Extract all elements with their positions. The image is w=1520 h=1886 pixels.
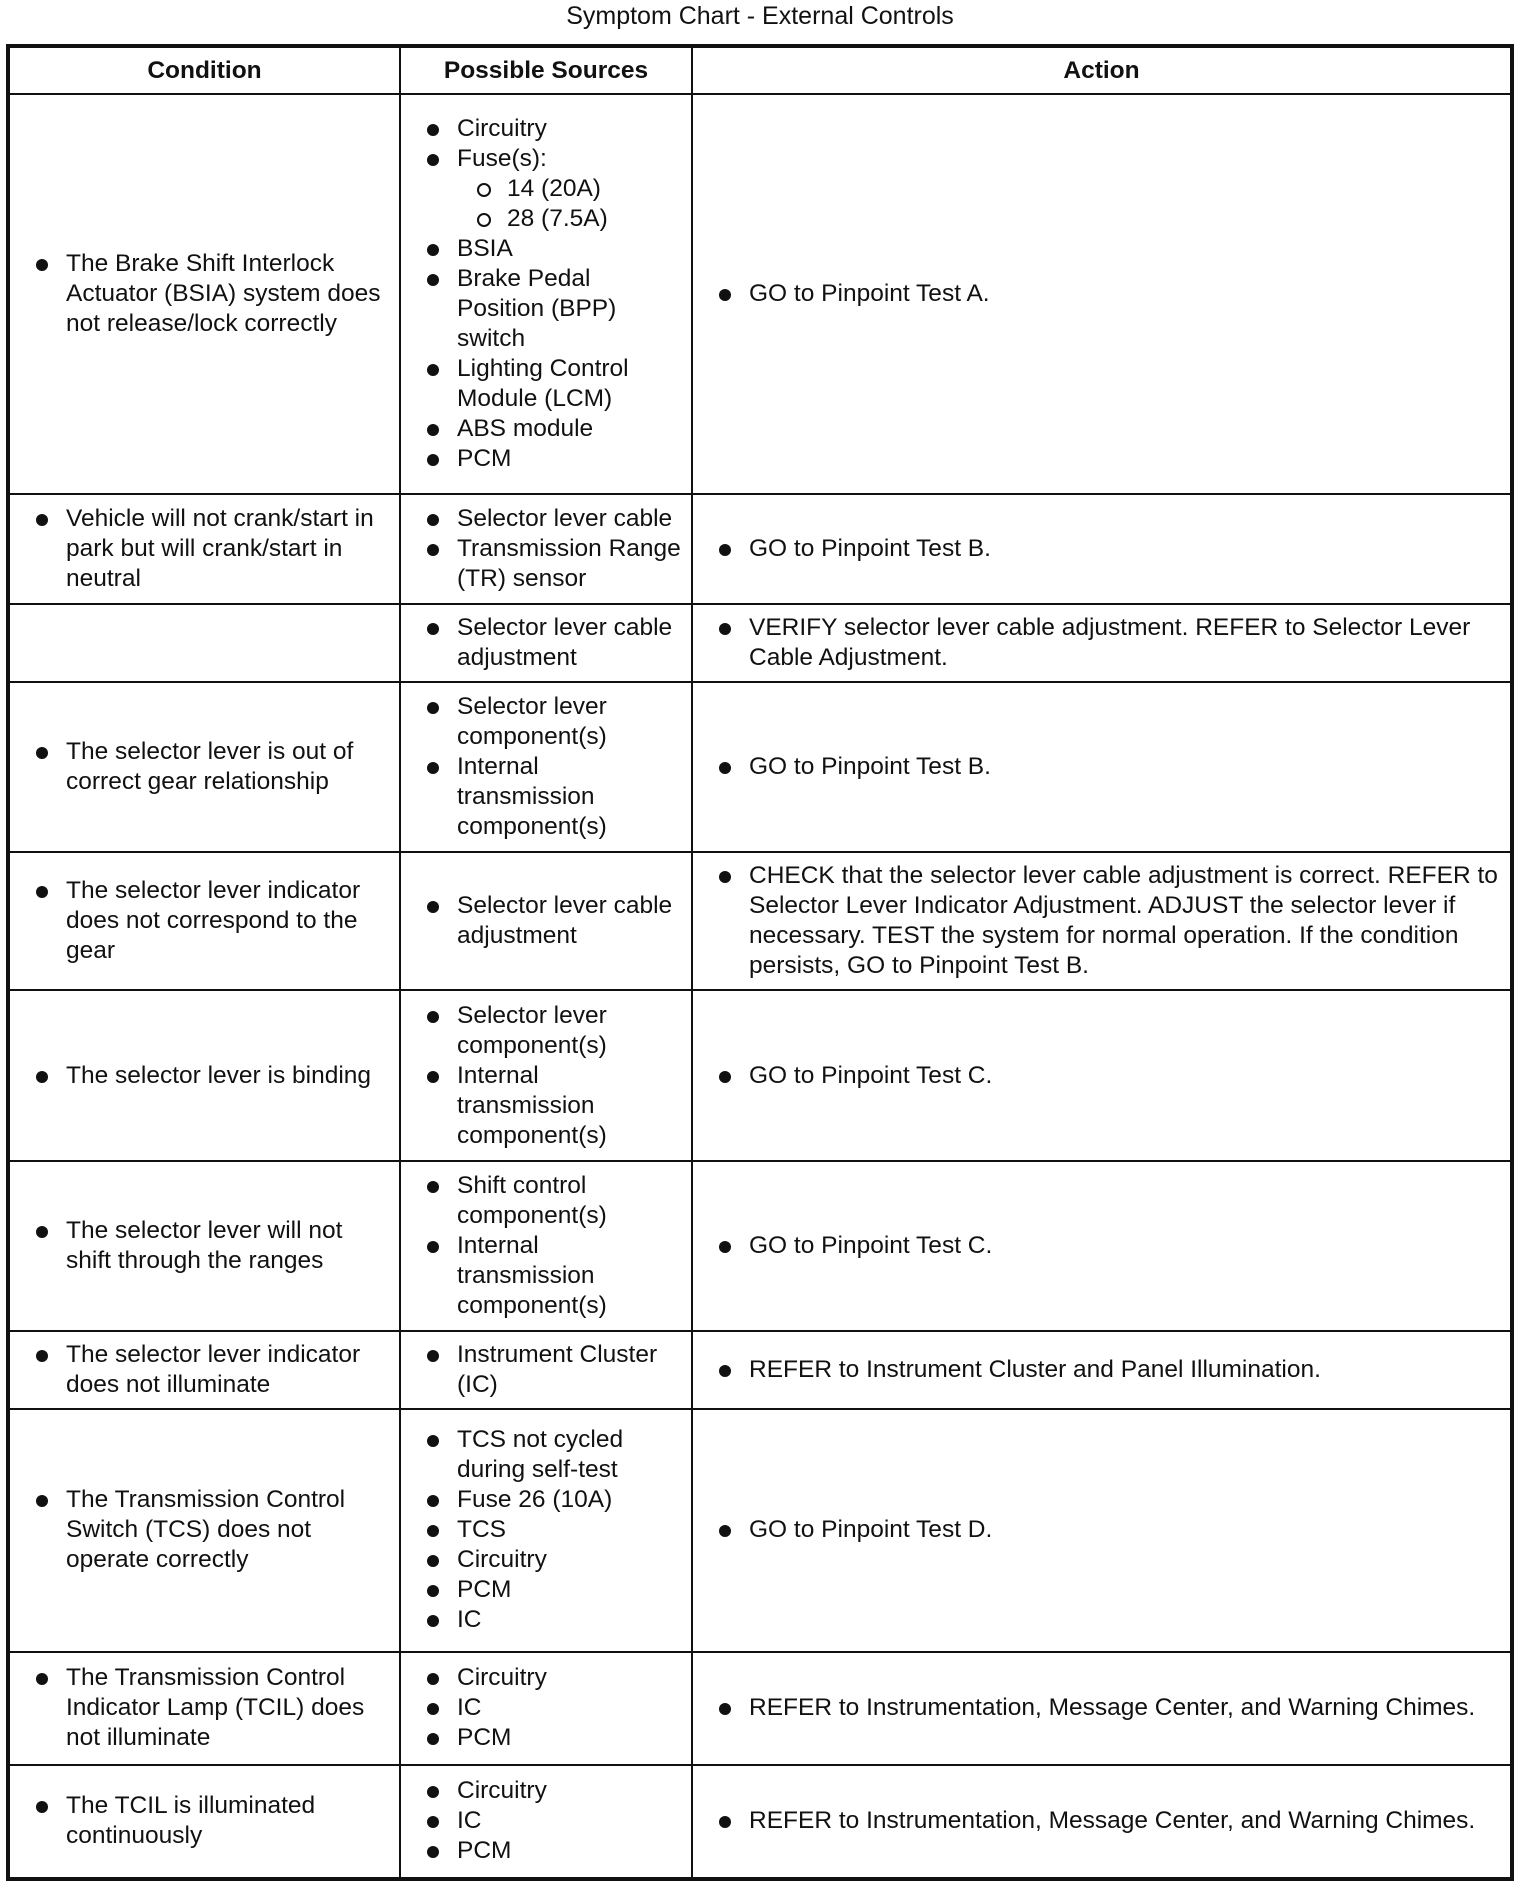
source-item bbox=[427, 234, 681, 264]
source-text: Circuitry bbox=[457, 115, 547, 143]
source-text: Selector lever cable adjustment bbox=[457, 892, 673, 950]
possible-sources-cell bbox=[400, 94, 692, 494]
action-list bbox=[719, 279, 1500, 309]
action-text: VERIFY selector lever cable adjustment. REFER to Selector Lever Cable Adjustment. bbox=[719, 613, 1500, 673]
source-text: Internal transmission component(s) bbox=[457, 1231, 607, 1319]
action-text: REFER to Instrumentation, Message Center, and Warning Chimes. bbox=[719, 1693, 1500, 1723]
possible-sources-cell bbox=[400, 604, 692, 682]
source-item bbox=[427, 1776, 681, 1806]
table-row bbox=[8, 682, 1512, 852]
sources-list bbox=[427, 504, 681, 594]
table-row bbox=[8, 494, 1512, 604]
condition-list bbox=[36, 1340, 389, 1400]
condition-cell bbox=[8, 1161, 400, 1331]
condition-text: Vehicle will not crank/start in park but will crank/start in neutral bbox=[36, 504, 389, 594]
source-item bbox=[427, 1663, 681, 1693]
table-row bbox=[8, 1765, 1512, 1879]
source-text: TCS not cycled during self-test bbox=[457, 1426, 624, 1484]
action-list bbox=[719, 534, 1500, 564]
source-text: Internal transmission component(s) bbox=[457, 1061, 607, 1149]
action-cell bbox=[692, 682, 1512, 852]
source-text: BSIA bbox=[457, 235, 513, 263]
source-text: Circuitry bbox=[457, 1664, 547, 1692]
sources-list bbox=[427, 1425, 681, 1635]
source-item bbox=[427, 1605, 681, 1635]
action-list bbox=[719, 1693, 1500, 1723]
source-text: PCM bbox=[457, 445, 512, 473]
condition-text: The selector lever will not shift through the ranges bbox=[36, 1216, 389, 1276]
condition-text: The Brake Shift Interlock Actuator (BSIA) system does not release/lock correctly bbox=[36, 249, 389, 339]
condition-text: The selector lever indicator does not correspond to the gear bbox=[36, 876, 389, 966]
source-text: Shift control component(s) bbox=[457, 1171, 607, 1229]
condition-cell bbox=[8, 494, 400, 604]
action-list bbox=[719, 1355, 1500, 1385]
sources-list bbox=[427, 613, 681, 673]
possible-sources-cell bbox=[400, 494, 692, 604]
action-text: GO to Pinpoint Test A. bbox=[719, 279, 1500, 309]
source-item bbox=[427, 1171, 681, 1231]
condition-text: The selector lever indicator does not illuminate bbox=[36, 1340, 389, 1400]
source-item bbox=[427, 444, 681, 474]
action-text: GO to Pinpoint Test B. bbox=[719, 752, 1500, 782]
action-cell bbox=[692, 604, 1512, 682]
possible-sources-cell bbox=[400, 852, 692, 990]
condition-cell bbox=[8, 852, 400, 990]
header-action: Action bbox=[692, 46, 1512, 94]
possible-sources-cell bbox=[400, 1409, 692, 1652]
table-header-row bbox=[8, 46, 1512, 94]
source-item bbox=[427, 1806, 681, 1836]
possible-sources-cell bbox=[400, 1765, 692, 1879]
condition-cell bbox=[8, 604, 400, 682]
action-list bbox=[719, 613, 1500, 673]
table-row bbox=[8, 1409, 1512, 1652]
action-text: GO to Pinpoint Test C. bbox=[719, 1231, 1500, 1261]
sources-list bbox=[427, 891, 681, 951]
action-list bbox=[719, 1806, 1500, 1836]
possible-sources-cell bbox=[400, 1161, 692, 1331]
action-text: REFER to Instrument Cluster and Panel Illumination. bbox=[719, 1355, 1500, 1385]
table-row bbox=[8, 1161, 1512, 1331]
condition-text: The Transmission Control Indicator Lamp (TCIL) does not illuminate bbox=[36, 1663, 389, 1753]
condition-cell bbox=[8, 94, 400, 494]
source-text: IC bbox=[457, 1807, 482, 1835]
sources-list bbox=[427, 1171, 681, 1321]
source-text: PCM bbox=[457, 1576, 512, 1604]
condition-cell bbox=[8, 1765, 400, 1879]
action-cell bbox=[692, 94, 1512, 494]
action-cell bbox=[692, 1652, 1512, 1765]
possible-sources-cell bbox=[400, 990, 692, 1160]
action-cell bbox=[692, 1765, 1512, 1879]
source-text: PCM bbox=[457, 1837, 512, 1865]
table-body bbox=[8, 94, 1512, 1879]
condition-list bbox=[36, 1061, 389, 1091]
condition-list bbox=[36, 1216, 389, 1276]
sources-list bbox=[427, 1340, 681, 1400]
condition-cell bbox=[8, 682, 400, 852]
action-cell bbox=[692, 1409, 1512, 1652]
condition-cell bbox=[8, 1331, 400, 1409]
condition-list bbox=[36, 1663, 389, 1753]
source-text: Transmission Range (TR) sensor bbox=[457, 535, 681, 593]
sources-list bbox=[427, 1001, 681, 1151]
sources-list bbox=[427, 114, 681, 474]
action-cell bbox=[692, 990, 1512, 1160]
source-item bbox=[427, 264, 681, 354]
sources-list bbox=[427, 1663, 681, 1753]
condition-text: The Transmission Control Switch (TCS) does not operate correctly bbox=[36, 1485, 389, 1575]
condition-list bbox=[36, 504, 389, 594]
source-text: Selector lever component(s) bbox=[457, 1001, 607, 1059]
condition-cell bbox=[8, 990, 400, 1160]
table-row bbox=[8, 852, 1512, 990]
sources-list bbox=[427, 692, 681, 842]
action-list bbox=[719, 1061, 1500, 1091]
action-list bbox=[719, 752, 1500, 782]
source-text: Selector lever component(s) bbox=[457, 693, 607, 751]
symptom-chart-table bbox=[6, 44, 1514, 1881]
table-row bbox=[8, 990, 1512, 1160]
action-cell bbox=[692, 494, 1512, 604]
source-item bbox=[427, 752, 681, 842]
source-text: PCM bbox=[457, 1724, 512, 1752]
sub-source-item: 14 (20A) bbox=[477, 174, 681, 204]
source-text: Selector lever cable adjustment bbox=[457, 614, 673, 672]
action-list bbox=[719, 861, 1500, 981]
table-row bbox=[8, 604, 1512, 682]
sub-source-item: 28 (7.5A) bbox=[477, 204, 681, 234]
source-text: TCS bbox=[457, 1516, 506, 1544]
action-text: CHECK that the selector lever cable adjustment is correct. REFER to Selector Lever Indicator Adjustment. ADJUST the selector lever if necessary. TEST the system for normal operation. If the condition persists, GO to Pinpoint Test B. bbox=[719, 861, 1500, 981]
condition-list bbox=[36, 737, 389, 797]
source-text: Circuitry bbox=[457, 1777, 547, 1805]
source-item bbox=[427, 414, 681, 444]
action-cell bbox=[692, 852, 1512, 990]
action-text: GO to Pinpoint Test C. bbox=[719, 1061, 1500, 1091]
condition-list bbox=[36, 1791, 389, 1851]
source-text: Fuse 26 (10A) bbox=[457, 1486, 613, 1514]
condition-text: The selector lever is out of correct gear relationship bbox=[36, 737, 389, 797]
condition-cell bbox=[8, 1409, 400, 1652]
source-text: Instrument Cluster (IC) bbox=[457, 1340, 658, 1398]
action-text: REFER to Instrumentation, Message Center, and Warning Chimes. bbox=[719, 1806, 1500, 1836]
source-item bbox=[427, 613, 681, 673]
source-item bbox=[427, 144, 681, 234]
source-item bbox=[427, 1485, 681, 1515]
source-item bbox=[427, 534, 681, 594]
source-item bbox=[427, 1001, 681, 1061]
action-text: GO to Pinpoint Test B. bbox=[719, 534, 1500, 564]
page-title: Symptom Chart - External Controls bbox=[566, 2, 954, 30]
source-item bbox=[427, 1425, 681, 1485]
source-text: Fuse(s): bbox=[457, 145, 547, 173]
source-item bbox=[427, 1545, 681, 1575]
sources-list bbox=[427, 1776, 681, 1866]
source-item bbox=[427, 1693, 681, 1723]
source-text: Internal transmission component(s) bbox=[457, 753, 607, 841]
condition-list bbox=[36, 1485, 389, 1575]
source-item bbox=[427, 891, 681, 951]
source-text: Brake Pedal Position (BPP) switch bbox=[457, 265, 617, 353]
condition-list bbox=[36, 249, 389, 339]
source-item bbox=[427, 1340, 681, 1400]
source-text: IC bbox=[457, 1606, 482, 1634]
source-text: Selector lever cable bbox=[457, 505, 673, 533]
source-item bbox=[427, 1836, 681, 1866]
action-cell bbox=[692, 1161, 1512, 1331]
source-text: Lighting Control Module (LCM) bbox=[457, 355, 629, 413]
condition-text: The selector lever is binding bbox=[36, 1061, 389, 1091]
source-item bbox=[427, 1061, 681, 1151]
source-item bbox=[427, 354, 681, 414]
table-row bbox=[8, 1331, 1512, 1409]
source-item bbox=[427, 504, 681, 534]
source-item bbox=[427, 1231, 681, 1321]
table-row bbox=[8, 1652, 1512, 1765]
condition-cell bbox=[8, 1652, 400, 1765]
header-condition: Condition bbox=[8, 46, 400, 94]
possible-sources-cell bbox=[400, 682, 692, 852]
action-text: GO to Pinpoint Test D. bbox=[719, 1515, 1500, 1545]
action-list bbox=[719, 1515, 1500, 1545]
source-text: Circuitry bbox=[457, 1546, 547, 1574]
source-text: IC bbox=[457, 1694, 482, 1722]
action-cell bbox=[692, 1331, 1512, 1409]
sub-source-list bbox=[457, 174, 681, 234]
source-item bbox=[427, 1723, 681, 1753]
source-item bbox=[427, 114, 681, 144]
possible-sources-cell bbox=[400, 1331, 692, 1409]
table-row bbox=[8, 94, 1512, 494]
action-list bbox=[719, 1231, 1500, 1261]
source-text: ABS module bbox=[457, 415, 594, 443]
source-item bbox=[427, 1515, 681, 1545]
possible-sources-cell bbox=[400, 1652, 692, 1765]
header-possible-sources: Possible Sources bbox=[400, 46, 692, 94]
condition-list bbox=[36, 876, 389, 966]
source-item bbox=[427, 1575, 681, 1605]
condition-text: The TCIL is illuminated continuously bbox=[36, 1791, 389, 1851]
source-item bbox=[427, 692, 681, 752]
